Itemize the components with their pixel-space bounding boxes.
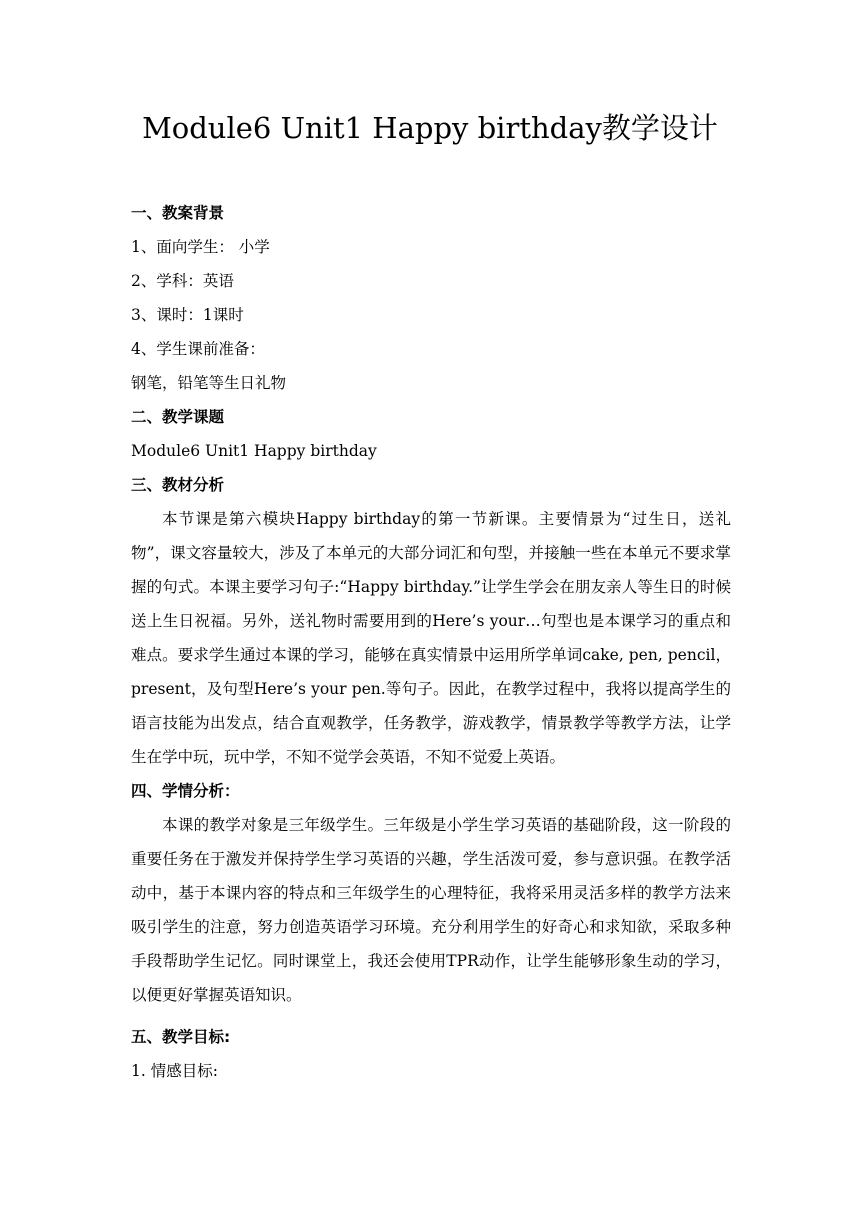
background-item-students: 1、面向学生： 小学 bbox=[131, 238, 270, 256]
section-heading-learner-analysis: 四、学情分析： bbox=[131, 782, 240, 800]
learner-analysis-paragraph: 本课的教学对象是三年级学生。三年级是小学生学习英语的基础阶段，这一阶段的重要任务在于激发并保持学生学习英语的兴趣，学生活泼可爱，参与意识强。在教学活动中，基于本课内容的特点和三年级学生的心理特征，我将采用灵活多样的教学方法来吸引学生的注意，努力创造英语学习环境。充分利用学生的好奇心和求知欲，采取多种手段帮助学生记忆。同时课堂上，我还会使用TPR动作，让学生能够形象生动的学习，以便更好掌握英语知识。 bbox=[131, 816, 731, 1004]
topic-text: Module6 Unit1 Happy birthday bbox=[131, 442, 377, 460]
background-item-materials: 钢笔，铅笔等生日礼物 bbox=[131, 374, 287, 392]
section-heading-objectives: 五、教学目标: bbox=[131, 1028, 231, 1046]
material-analysis-paragraph: 本节课是第六模块Happy birthday的第一节新课。主要情景为“过生日，送礼物”，课文容量较大，涉及了本单元的大部分词汇和句型，并接触一些在本单元不要求掌握的句式。本课主要学习句子:“Happy birthday.”让学生学会在朋友亲人等生日的时候送上生日祝福。另外，送礼物时需要用到的Here’s your…句型也是本课学习的重点和难点。要求学生通过本课的学习，能够在真实情景中运用所学单词cake, pen, pencil，present，及句型Here’s your pen.等句子。因此，在教学过程中，我将以提高学生的语言技能为出发点，结合直观教学，任务教学，游戏教学，情景教学等教学方法，让学生在学中玩，玩中学，不知不觉学会英语，不知不觉爱上英语。 bbox=[131, 510, 731, 766]
background-item-subject: 2、学科：英语 bbox=[131, 272, 234, 290]
document-body bbox=[131, 196, 731, 1088]
objective-item-emotional: 1. 情感目标: bbox=[131, 1062, 218, 1080]
document-title: Module6 Unit1 Happy birthday教学设计 bbox=[142, 111, 718, 145]
section-heading-topic: 二、教学课题 bbox=[131, 408, 225, 426]
background-item-hours: 3、课时：1课时 bbox=[131, 306, 244, 324]
section-heading-background: 一、教案背景 bbox=[131, 204, 225, 222]
section-spacer bbox=[131, 1012, 731, 1020]
section-heading-material-analysis: 三、教材分析 bbox=[131, 476, 225, 494]
background-item-preparation: 4、学生课前准备： bbox=[131, 340, 265, 358]
